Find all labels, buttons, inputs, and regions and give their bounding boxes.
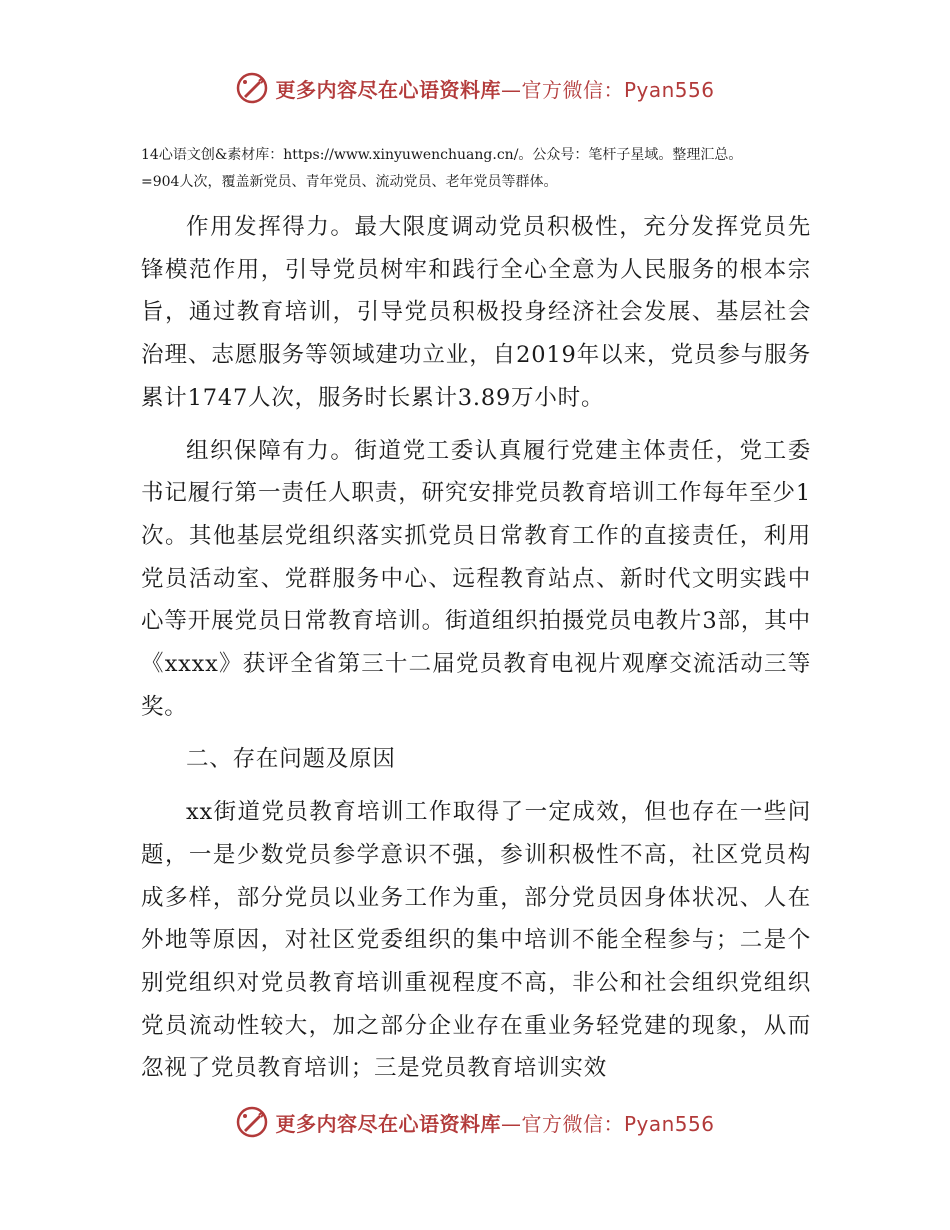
quill-logo-icon (235, 71, 269, 105)
stat-note: =904人次，覆盖新党员、青年党员、流动党员、老年党员等群体。 (141, 174, 558, 190)
banner-wechat: —官方微信：Pyan556 (500, 77, 715, 102)
banner-wechat: —官方微信：Pyan556 (500, 1111, 715, 1136)
footer-banner (0, 1102, 950, 1142)
quill-logo-icon (235, 1105, 269, 1139)
source-note: 14心语文创&素材库：https://www.xinyuwenchuang.cn/。公众号：笔杆子星域。整理汇总。 (141, 147, 743, 163)
section-heading: 二、存在问题及原因 (186, 746, 396, 773)
banner-text (275, 1108, 714, 1137)
paragraph-guarantee: 组织保障有力。街道党工委认真履行党建主体责任，党工委书记履行第一责任人职责，研究安排党员教育培训工作每年至少1次。其他基层党组织落实抓党员日常教育工作的直接责任，利用党员活动室、党群服务中心、远程教育站点、新时代文明实践中心等开展党员日常教育培训。街道组织拍摄党员电教片3部，其中《xxxx》获评全省第三十二届党员教育电视片观摩交流活动三等奖。 (141, 437, 811, 720)
paragraph-role: 作用发挥得力。最大限度调动党员积极性，充分发挥党员先锋模范作用，引导党员树牢和践行全心全意为人民服务的根本宗旨，通过教育培训，引导党员积极投身经济社会发展、基层社会治理、志愿服务等领域建功立业，自2019年以来，党员参与服务累计1747人次，服务时长累计3.89万小时。 (141, 214, 811, 411)
banner-title: 更多内容尽在心语资料库 (275, 1111, 501, 1136)
paragraph-problems: xx街道党员教育培训工作取得了一定成效，但也存在一些问题，一是少数党员参学意识不强，参训积极性不高，社区党员构成多样，部分党员以业务工作为重，部分党员因身体状况、人在外地等原因，对社区党委组织的集中培训不能全程参与；二是个别党组织对党员教育培训重视程度不高，非公和社会组织党组织党员流动性较大，加之部分企业存在重业务轻党建的现象，从而忽视了党员教育培训；三是党员教育培训实效 (141, 799, 811, 1082)
header-banner (0, 68, 950, 108)
banner-title: 更多内容尽在心语资料库 (275, 77, 501, 102)
document-body (141, 206, 811, 1100)
banner-text (275, 74, 714, 103)
